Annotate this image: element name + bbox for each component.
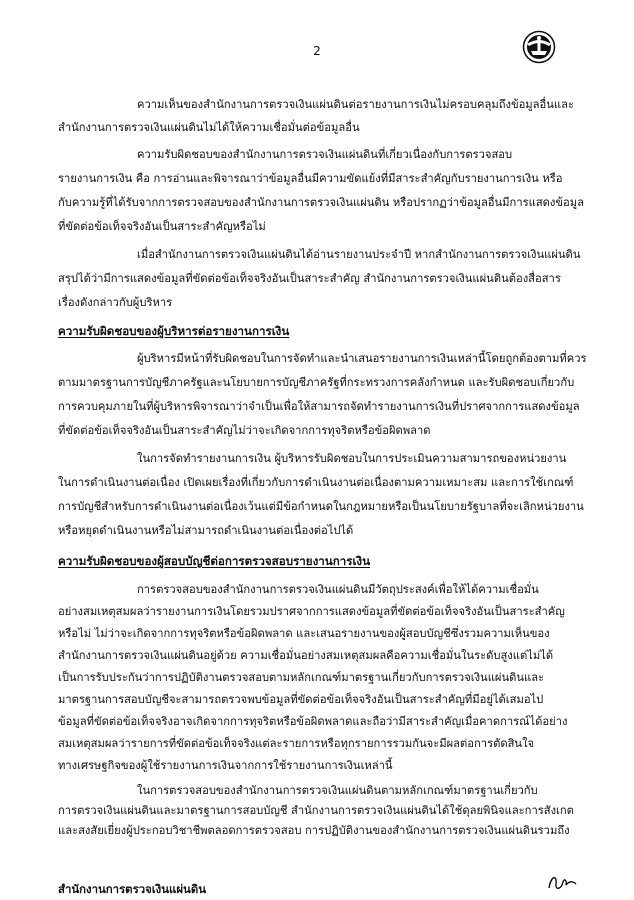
paragraph-line: ในการดำเนินงานต่อเนื่อง เปิดเผยเรื่องที่เกี่ยวกับการดำเนินงานต่อเนื่องตามความเหมาะสม และการใช้เกณฑ์ [58, 476, 574, 489]
paragraph-line: เรื่องดังกล่าวกับผู้บริหาร [58, 296, 173, 309]
paragraph-line: อย่างสมเหตุสมผลว่ารายงานการเงินโดยรวมปราศจากการแสดงข้อมูลที่ขัดต่อข้อเท็จจริงอันเป็นสาระสำคัญ [58, 605, 565, 618]
paragraph-line: หรือไม่ ไม่ว่าจะเกิดจากการทุจริตหรือข้อผิดพลาด และเสนอรายงานของผู้สอบบัญชีซึ่งรวมความเห็นของ [58, 627, 550, 640]
paragraph-line: กับความรู้ที่ได้รับจากการตรวจสอบของสำนักงานการตรวจเงินแผ่นดิน หรือปรากฏว่าข้อมูลอื่นมีการแสดงข้อมูล [58, 196, 584, 209]
paragraph-line: สำนักงานการตรวจเงินแผ่นดินอยู่ด้วย ความเชื่อมั่นอย่างสมเหตุสมผลคือความเชื่อมั่นในระดับสูงแต่ไม่ได้ [58, 649, 554, 662]
office-of-auditor-general-emblem [521, 30, 557, 64]
paragraph-line: ที่ขัดต่อข้อเท็จจริงอันเป็นสาระสำคัญไม่ว่าจะเกิดจากการทุจริตหรือข้อผิดพลาด [58, 424, 431, 437]
paragraph-line: และสงสัยเยี่ยงผู้ประกอบวิชาชีพตลอดการตรวจสอบ การปฏิบัติงานของสำนักงานการตรวจเงินแผ่นดินรวมถึง [58, 824, 570, 837]
footer-office-name: สำนักงานการตรวจเงินแผ่นดิน [58, 882, 207, 896]
paragraph-line: สมเหตุสมผลว่ารายการที่ขัดต่อข้อเท็จจริงแต่ละรายการหรือทุกรายการรวมกันจะมีผลต่อการตัดสินใจ [58, 737, 535, 750]
paragraph-line: ผู้บริหารมีหน้าที่รับผิดชอบในการจัดทำและนำเสนอรายงานการเงินเหล่านี้โดยถูกต้องตามที่ควร [137, 352, 587, 365]
paragraph-line: หรือหยุดดำเนินงานหรือไม่สามารถดำเนินงานต่อเนื่องต่อไปได้ [58, 524, 354, 537]
paragraph-line: ความเห็นของสำนักงานการตรวจเงินแผ่นดินต่อรายงานการเงินไม่ครอบคลุมถึงข้อมูลอื่นและ [137, 98, 574, 111]
paragraph-line: สำนักงานการตรวจเงินแผ่นดินไม่ได้ให้ความเชื่อมั่นต่อข้อมูลอื่น [58, 121, 360, 134]
handwritten-initials [545, 872, 579, 894]
paragraph-line: เป็นการรับประกันว่าการปฏิบัติงานตรวจสอบตามหลักเกณฑ์มาตรฐานเกี่ยวกับการตรวจเงินแผ่นดินและ [58, 671, 545, 684]
paragraph-line: สรุปได้ว่ามีการแสดงข้อมูลที่ขัดต่อข้อเท็จจริงอันเป็นสาระสำคัญ สำนักงานการตรวจเงินแผ่นดินต้องสื่อสาร [58, 272, 561, 285]
paragraph-line: การควบคุมภายในที่ผู้บริหารพิจารณาว่าจำเป็นเพื่อให้สามารถจัดทำรายงานการเงินที่ปราศจากการแสดงข้อมูล [58, 400, 580, 413]
paragraph-line: ทางเศรษฐกิจของผู้ใช้รายงานการเงินจากการใช้รายงานการเงินเหล่านี้ [58, 759, 393, 772]
section-heading-auditor: ความรับผิดชอบของผู้สอบบัญชีต่อการตรวจสอบรายงานการเงิน [58, 554, 371, 568]
paragraph-line: มาตรฐานการสอบบัญชีจะสามารถตรวจพบข้อมูลที่ขัดต่อข้อเท็จจริงอันเป็นสาระสำคัญที่มีอยู่ได้เสมอไป [58, 693, 544, 706]
page-number: 2 [313, 44, 321, 58]
paragraph-line: รายงานการเงิน คือ การอ่านและพิจารณาว่าข้อมูลอื่นมีความขัดแย้งที่มีสาระสำคัญกับรายงานการเงิน หรือ [58, 172, 563, 185]
section-heading-management: ความรับผิดชอบของผู้บริหารต่อรายงานการเงิน [58, 324, 290, 338]
paragraph-line: ในการตรวจสอบของสำนักงานการตรวจเงินแผ่นดินตามหลักเกณฑ์มาตรฐานเกี่ยวกับ [137, 784, 538, 797]
paragraph-line: การบัญชีสำหรับการดำเนินงานต่อเนื่องเว้นแต่มีข้อกำหนดในกฎหมายหรือเป็นนโยบายรัฐบาลที่จะเลิกหน่วยงาน [58, 500, 584, 513]
paragraph-line: ความรับผิดชอบของสำนักงานการตรวจเงินแผ่นดินที่เกี่ยวเนื่องกับการตรวจสอบ [137, 148, 513, 161]
paragraph-line: ที่ขัดต่อข้อเท็จจริงอันเป็นสาระสำคัญหรือไม่ [58, 220, 266, 233]
paragraph-line: การตรวจสอบของสำนักงานการตรวจเงินแผ่นดินมีวัตถุประสงค์เพื่อให้ได้ความเชื่อมั่น [137, 583, 539, 596]
paragraph-line: ข้อมูลที่ขัดต่อข้อเท็จจริงอาจเกิดจากการทุจริตหรือข้อผิดพลาดและถือว่ามีสาระสำคัญเมื่อคาดการณ์ได้อย่าง [58, 715, 568, 728]
paragraph-line: การตรวจเงินแผ่นดินและมาตรฐานการสอบบัญชี สำนักงานการตรวจเงินแผ่นดินได้ใช้ดุลยพินิจและการสังเกต [58, 804, 574, 817]
paragraph-line: เมื่อสำนักงานการตรวจเงินแผ่นดินได้อ่านรายงานประจำปี หากสำนักงานการตรวจเงินแผ่นดิน [137, 248, 581, 261]
paragraph-line: ตามมาตรฐานการบัญชีภาครัฐและนโยบายการบัญชีภาครัฐที่กระทรวงการคลังกำหนด และรับผิดชอบเกี่ยวกับ [58, 376, 575, 389]
paragraph-line: ในการจัดทำรายงานการเงิน ผู้บริหารรับผิดชอบในการประเมินความสามารถของหน่วยงาน [137, 452, 567, 465]
